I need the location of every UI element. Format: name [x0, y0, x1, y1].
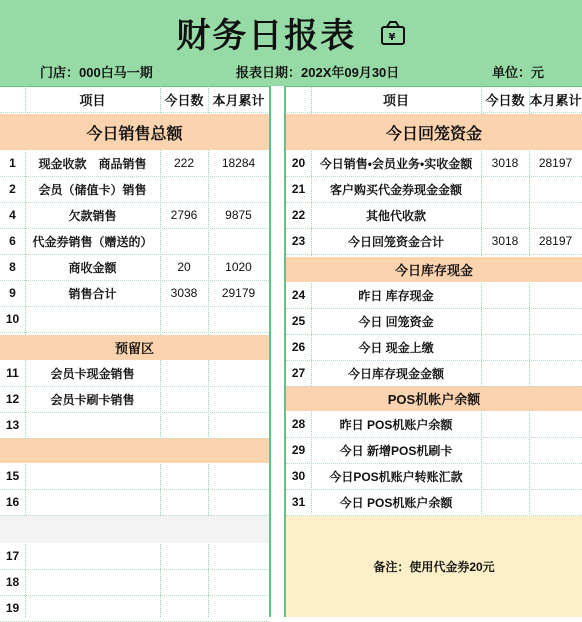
- row-label: 今日POS机账户转账汇款: [329, 469, 463, 484]
- row-today-value: 222: [173, 156, 195, 170]
- report-title: 财务日报表: [176, 17, 357, 55]
- section-pos-balance: POS机帐户余额: [286, 386, 582, 411]
- section-blank: [0, 438, 269, 463]
- left-col-item: 项目: [79, 92, 106, 108]
- row-number: 11: [6, 366, 19, 380]
- row-number: 21: [291, 182, 306, 196]
- row-number: 26: [291, 340, 306, 354]
- row-month-value: [529, 411, 582, 437]
- row-today-value: [160, 595, 208, 621]
- row-today-value: [481, 360, 529, 386]
- row-number: 2: [9, 182, 16, 196]
- row-number: 6: [9, 234, 16, 248]
- table-divider: [269, 86, 286, 617]
- row-number: 28: [291, 417, 306, 431]
- row-today-value: [481, 282, 529, 308]
- svg-text:¥: ¥: [388, 31, 398, 43]
- money-bag-icon: [380, 20, 406, 46]
- row-number: 27: [291, 366, 306, 380]
- row-number: 15: [5, 469, 20, 483]
- row-label: 代金券销售（赠送的）: [32, 234, 153, 249]
- row-today-value: [481, 176, 529, 202]
- right-col-month: 本月累计: [529, 92, 582, 108]
- row-label: 今日 POS机账户余额: [339, 495, 453, 510]
- row-month-value: [208, 489, 269, 515]
- row-label: [25, 306, 160, 332]
- row-today-value: [481, 411, 529, 437]
- row-today-value: [481, 334, 529, 360]
- row-label: 今日 新增POS机刷卡: [339, 443, 453, 458]
- row-today-value: 2796: [170, 208, 198, 222]
- row-number: 22: [291, 208, 306, 222]
- row-today-value: [160, 463, 208, 489]
- row-label: 销售合计: [68, 286, 117, 301]
- row-label: [25, 569, 160, 595]
- row-label: [25, 595, 160, 621]
- row-month-value: [529, 282, 582, 308]
- row-today-value: [481, 308, 529, 334]
- row-today-value: [481, 202, 529, 228]
- row-month-value: [208, 595, 269, 621]
- row-month-value: 9875: [225, 208, 252, 222]
- row-month-value: [529, 437, 582, 463]
- row-month-value: [208, 543, 269, 569]
- row-today-value: [160, 176, 208, 202]
- row-month-value: [208, 176, 269, 202]
- row-today-value: 3038: [170, 286, 198, 300]
- row-number: 24: [291, 288, 306, 302]
- row-number: 19: [5, 601, 20, 615]
- section-reserved: 预留区: [0, 335, 269, 360]
- row-month-value: [208, 228, 269, 254]
- row-month-value: 1020: [225, 260, 252, 274]
- row-month-value: [529, 489, 582, 515]
- row-number: 29: [291, 443, 306, 457]
- blank-band: [0, 515, 269, 543]
- section-today-collect: 今日回笼资金: [286, 114, 582, 150]
- row-number: 16: [5, 495, 20, 509]
- row-number: 18: [5, 575, 20, 589]
- row-today-value: [481, 489, 529, 515]
- report-title-wrap: [0, 8, 582, 57]
- row-label: 昨日 库存现金: [358, 288, 434, 303]
- row-month-value: [208, 306, 269, 332]
- row-label: [25, 463, 160, 489]
- row-number: 25: [291, 314, 306, 328]
- row-number: 17: [5, 549, 20, 563]
- left-col-today: 今日数: [164, 92, 204, 108]
- row-today-value: [160, 412, 208, 438]
- row-label: 今日回笼资金合计: [347, 234, 444, 249]
- row-number: 4: [9, 208, 16, 222]
- row-today-value: [160, 306, 208, 332]
- row-number: 10: [5, 312, 20, 326]
- remark-note: 备注：使用代金券20元: [286, 516, 582, 617]
- row-label: 今日 回笼资金: [358, 314, 434, 329]
- row-today-value: [160, 228, 208, 254]
- row-number: 31: [291, 495, 306, 509]
- row-today-value: 3018: [491, 156, 519, 170]
- row-label: 今日 现金上缴: [358, 340, 434, 355]
- row-month-value: [529, 308, 582, 334]
- row-label: 其他代收款: [365, 208, 426, 223]
- row-today-value: [160, 386, 208, 412]
- row-month-value: [208, 360, 269, 386]
- row-label: 会员卡现金销售: [50, 366, 135, 381]
- row-number: 8: [9, 260, 16, 274]
- right-col-item: 项目: [382, 92, 409, 108]
- row-month-value: [529, 334, 582, 360]
- row-label: 会员卡刷卡销售: [50, 392, 135, 407]
- row-month-value: [208, 463, 269, 489]
- row-label: [25, 489, 160, 515]
- row-label: 欠款销售: [68, 208, 117, 223]
- row-month-value: [208, 412, 269, 438]
- row-number: 20: [291, 156, 306, 170]
- row-number: 1: [9, 156, 16, 170]
- section-today-stock: 今日库存现金: [286, 257, 582, 282]
- row-label: 今日库存现金金额: [347, 366, 444, 381]
- row-month-value: 28197: [538, 156, 573, 170]
- row-label: 今日销售•会员业务•实收金额: [319, 156, 473, 171]
- row-label: 会员（储值卡）销售: [38, 182, 147, 197]
- row-today-value: [160, 489, 208, 515]
- row-today-value: [160, 360, 208, 386]
- row-month-value: 18284: [221, 156, 256, 170]
- row-month-value: 28197: [538, 234, 573, 248]
- row-number: 12: [5, 392, 20, 406]
- row-month-value: [529, 360, 582, 386]
- right-col-today: 今日数: [485, 92, 525, 108]
- row-label: 昨日 POS机账户余额: [339, 417, 453, 432]
- row-today-value: [481, 437, 529, 463]
- row-today-value: [160, 543, 208, 569]
- section-today-sales: 今日销售总额: [0, 114, 269, 150]
- row-today-value: 3018: [491, 234, 519, 248]
- row-number: 13: [5, 418, 20, 432]
- row-month-value: [208, 386, 269, 412]
- unit-label: 单位：元: [492, 65, 545, 80]
- row-number: 9: [9, 286, 16, 300]
- row-label: [25, 412, 160, 438]
- left-col-month: 本月累计: [212, 92, 265, 108]
- row-today-value: [160, 569, 208, 595]
- row-number: 23: [291, 234, 306, 248]
- row-number: 30: [291, 469, 306, 483]
- row-today-value: [481, 463, 529, 489]
- row-month-value: 29179: [221, 286, 256, 300]
- row-month-value: [208, 569, 269, 595]
- row-month-value: [529, 202, 582, 228]
- store-label: 门店：000白马一期: [40, 65, 153, 80]
- row-label: 商收金额: [68, 260, 117, 275]
- row-label: 现金收款 商品销售: [38, 156, 147, 171]
- row-label: 客户购买代金券现金金额: [329, 182, 462, 197]
- row-today-value: 20: [177, 260, 191, 274]
- row-label: [25, 543, 160, 569]
- row-month-value: [529, 463, 582, 489]
- report-date: 报表日期：202X年09月30日: [236, 65, 400, 80]
- row-month-value: [529, 176, 582, 202]
